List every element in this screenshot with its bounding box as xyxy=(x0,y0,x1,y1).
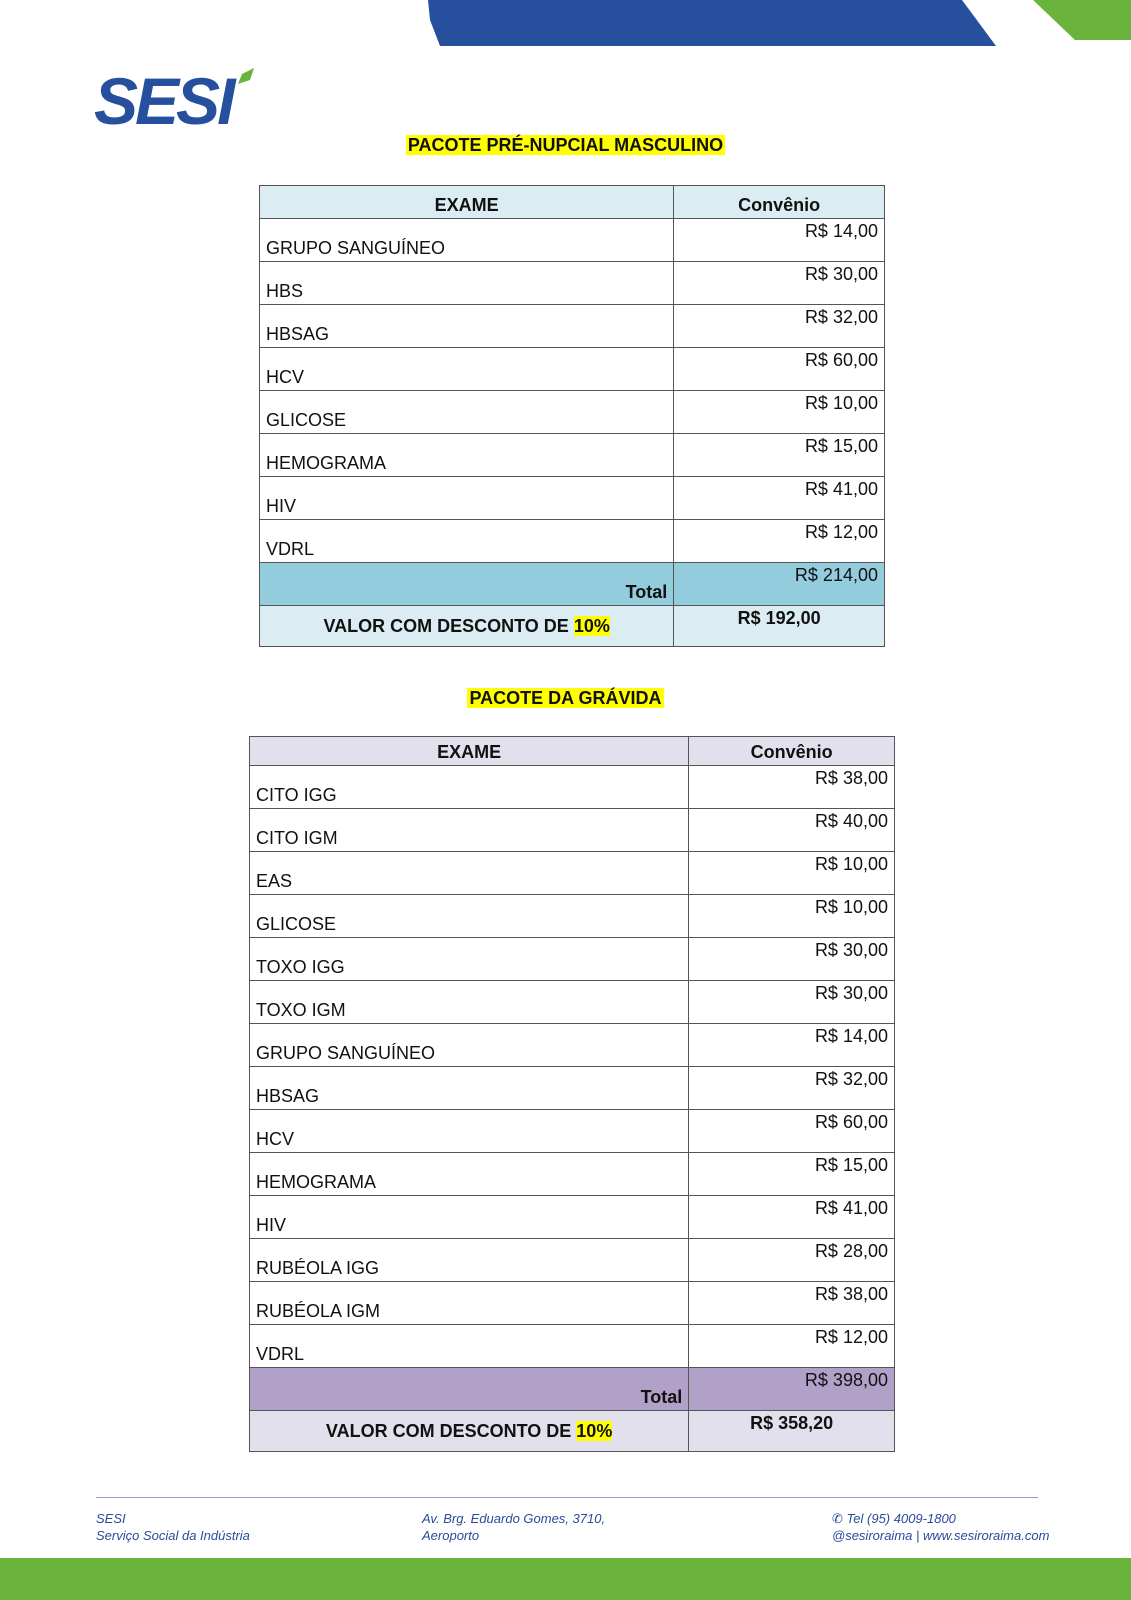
whatsapp-icon: ✆ xyxy=(832,1511,843,1526)
exam-price: R$ 30,00 xyxy=(689,981,895,1024)
exam-price: R$ 10,00 xyxy=(689,852,895,895)
package1-title xyxy=(0,135,1131,156)
table-row xyxy=(250,981,895,1024)
table-row xyxy=(260,348,885,391)
exam-price: R$ 10,00 xyxy=(689,895,895,938)
table-row xyxy=(250,809,895,852)
exam-price: R$ 60,00 xyxy=(689,1110,895,1153)
header-blue-band xyxy=(428,0,996,46)
exam-price: R$ 38,00 xyxy=(689,766,895,809)
footer-address-line1: Av. Brg. Eduardo Gomes, 3710, xyxy=(422,1511,606,1526)
footer-social: @sesiroraima | www.sesiroraima.com xyxy=(832,1528,1050,1543)
exam-price: R$ 41,00 xyxy=(674,477,885,520)
exam-name: HIV xyxy=(260,477,674,520)
exam-price: R$ 14,00 xyxy=(689,1024,895,1067)
total-value: R$ 214,00 xyxy=(674,563,885,606)
header-decoration xyxy=(0,0,1131,48)
footer-contact xyxy=(832,1510,1049,1544)
table-row xyxy=(250,766,895,809)
table-row xyxy=(260,434,885,477)
package2-title xyxy=(0,688,1131,709)
exam-name: VDRL xyxy=(250,1325,689,1368)
exam-name: HEMOGRAMA xyxy=(260,434,674,477)
discount-percent: 10% xyxy=(576,1420,613,1441)
exam-name: TOXO IGM xyxy=(250,981,689,1024)
total-row xyxy=(260,563,885,606)
logo-text: SESI xyxy=(94,66,233,136)
table-row xyxy=(250,852,895,895)
footer-divider xyxy=(96,1497,1038,1498)
exam-name: TOXO IGG xyxy=(250,938,689,981)
exam-price: R$ 30,00 xyxy=(674,262,885,305)
total-row xyxy=(250,1368,895,1411)
col-exame-header: EXAME xyxy=(260,186,674,219)
footer-org xyxy=(96,1510,250,1544)
exam-name: HCV xyxy=(260,348,674,391)
footer-org-full: Serviço Social da Indústria xyxy=(96,1528,250,1543)
discount-value: R$ 192,00 xyxy=(674,606,885,647)
total-value: R$ 398,00 xyxy=(689,1368,895,1411)
exam-name: HBSAG xyxy=(260,305,674,348)
table-row xyxy=(260,219,885,262)
footer-green-band xyxy=(0,1558,1131,1600)
footer-phone: Tel (95) 4009-1800 xyxy=(846,1511,956,1526)
exam-price: R$ 32,00 xyxy=(689,1067,895,1110)
exam-name: GLICOSE xyxy=(250,895,689,938)
exam-name: RUBÉOLA IGM xyxy=(250,1282,689,1325)
exam-price: R$ 60,00 xyxy=(674,348,885,391)
table-row xyxy=(250,1067,895,1110)
col-convenio-header: Convênio xyxy=(674,186,885,219)
package1-table xyxy=(259,185,885,647)
table-row xyxy=(250,1024,895,1067)
package2-title-text: PACOTE DA GRÁVIDA xyxy=(469,688,662,708)
exam-price: R$ 15,00 xyxy=(689,1153,895,1196)
header-green-band xyxy=(1033,0,1131,40)
exam-price: R$ 30,00 xyxy=(689,938,895,981)
table-row xyxy=(250,1110,895,1153)
footer-phone-line xyxy=(832,1510,1049,1527)
footer-address-line2: Aeroporto xyxy=(422,1528,480,1543)
table-row xyxy=(250,895,895,938)
total-label: Total xyxy=(260,563,674,606)
exam-price: R$ 15,00 xyxy=(674,434,885,477)
table-row xyxy=(260,520,885,563)
discount-label-cell xyxy=(260,606,674,647)
table-row xyxy=(260,391,885,434)
exam-name: HBS xyxy=(260,262,674,305)
exam-name: EAS xyxy=(250,852,689,895)
discount-label: VALOR COM DESCONTO DE xyxy=(325,1420,572,1441)
exam-price: R$ 12,00 xyxy=(689,1325,895,1368)
discount-row xyxy=(250,1411,895,1452)
logo-accent-mark xyxy=(238,68,254,84)
exam-name: GLICOSE xyxy=(260,391,674,434)
exam-price: R$ 10,00 xyxy=(674,391,885,434)
exam-name: GRUPO SANGUÍNEO xyxy=(250,1024,689,1067)
discount-percent: 10% xyxy=(573,615,610,636)
total-label: Total xyxy=(250,1368,689,1411)
table-row xyxy=(260,477,885,520)
col-exame-header: EXAME xyxy=(250,737,689,766)
discount-label-cell xyxy=(250,1411,689,1452)
exam-name: CITO IGM xyxy=(250,809,689,852)
footer-address xyxy=(422,1510,605,1544)
exam-price: R$ 40,00 xyxy=(689,809,895,852)
exam-name: HCV xyxy=(250,1110,689,1153)
exam-price: R$ 14,00 xyxy=(674,219,885,262)
table-row xyxy=(260,262,885,305)
exam-price: R$ 28,00 xyxy=(689,1239,895,1282)
table-row xyxy=(250,1325,895,1368)
table-row xyxy=(250,1153,895,1196)
exam-name: VDRL xyxy=(260,520,674,563)
table-header-row xyxy=(250,737,895,766)
table-row xyxy=(250,1239,895,1282)
exam-name: CITO IGG xyxy=(250,766,689,809)
table-row xyxy=(250,1196,895,1239)
exam-price: R$ 32,00 xyxy=(674,305,885,348)
exam-name: RUBÉOLA IGG xyxy=(250,1239,689,1282)
table-row xyxy=(250,938,895,981)
package2-table xyxy=(249,736,895,1452)
sesi-logo xyxy=(94,66,254,136)
exam-name: HEMOGRAMA xyxy=(250,1153,689,1196)
discount-label: VALOR COM DESCONTO DE xyxy=(323,615,569,636)
table-header-row xyxy=(260,186,885,219)
exam-price: R$ 12,00 xyxy=(674,520,885,563)
exam-name: GRUPO SANGUÍNEO xyxy=(260,219,674,262)
exam-name: HBSAG xyxy=(250,1067,689,1110)
exam-price: R$ 38,00 xyxy=(689,1282,895,1325)
discount-value: R$ 358,20 xyxy=(689,1411,895,1452)
table-row xyxy=(260,305,885,348)
exam-price: R$ 41,00 xyxy=(689,1196,895,1239)
exam-name: HIV xyxy=(250,1196,689,1239)
table-row xyxy=(250,1282,895,1325)
footer-org-name: SESI xyxy=(96,1511,126,1526)
col-convenio-header: Convênio xyxy=(689,737,895,766)
package1-title-text: PACOTE PRÉ-NUPCIAL MASCULINO xyxy=(407,135,724,155)
discount-row xyxy=(260,606,885,647)
